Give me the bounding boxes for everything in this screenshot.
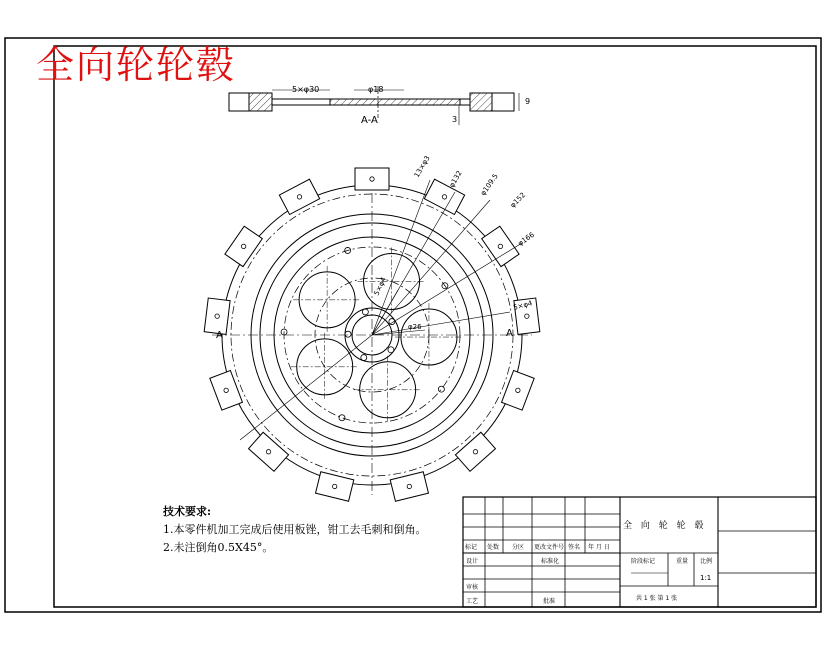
watermark-title: 全向轮轮毂 [36,43,237,87]
hub-bolt-hole [361,355,367,361]
roller-tab [390,472,428,501]
title-block [463,497,816,607]
dim-18: φ18 [368,85,384,94]
dim-thickness: 9 [525,97,531,106]
tb-standard: 标准化 [541,558,560,565]
section-mark-right: A [506,328,513,339]
hub-bolt-hole [362,309,368,315]
dim-plate: 3 [452,115,458,124]
tb-stage: 阶段标记 [631,558,656,565]
roller-tab [355,168,389,190]
tb-scale: 比例 [700,558,713,565]
roller-tab [204,298,230,334]
hub-bolt-hole [345,331,351,337]
dim-132: φ132 [447,169,464,189]
tb-sheet-info: 共 1 张 第 1 张 [636,595,678,602]
technical-requirements [163,503,427,557]
roller-tab [455,432,495,471]
dim-166: φ166 [516,230,536,248]
tb-change-doc: 更改文件号 [534,544,565,551]
roller-tab [502,371,535,411]
dim-5x30: 5×φ30 [292,85,320,94]
bolt-hole [339,415,345,421]
bolt-hole [438,386,444,392]
dim-13x3: 13×φ3 [412,154,432,179]
roller-tab [225,226,262,266]
roller-tab [424,179,464,214]
dim-5x4-center: 5×φ4 [372,275,389,297]
lightening-holes [291,247,463,423]
section-label: A-A [361,115,378,126]
tb-process: 工艺 [466,598,479,605]
tb-sign: 签名 [568,544,581,551]
tb-zone: 分区 [512,544,525,551]
tb-scale-value: 1:1 [700,574,712,582]
title-part-name: 全 向 轮 轮 毂 [623,521,707,531]
tech-title: 技术要求: [163,505,212,518]
tech-item-1: 1.本零件机加工完成后使用板锉，钳工去毛刺和倒角。 [163,523,427,536]
tb-count: 处数 [487,544,500,551]
section-mark-left: A [216,330,223,341]
tb-review: 审核 [466,584,479,591]
roller-tab [249,432,289,471]
dim-26: φ26 [408,323,422,331]
dim-109-5: φ109.5 [479,172,500,198]
roller-tab [482,226,519,266]
roller-tab [279,179,319,214]
tb-date: 年 月 日 [588,544,610,551]
hub-bolt-hole [388,347,394,353]
tb-approve: 批准 [543,598,556,605]
dim-152: φ152 [508,191,528,210]
tech-item-2: 2.未注倒角0.5X45°。 [163,541,274,554]
tb-weight: 重量 [676,558,689,565]
tb-mark: 标记 [465,544,478,551]
dim-5x4-right: 5×φ4 [512,299,534,312]
roller-tab [316,472,354,501]
tb-design: 设计 [466,558,479,565]
